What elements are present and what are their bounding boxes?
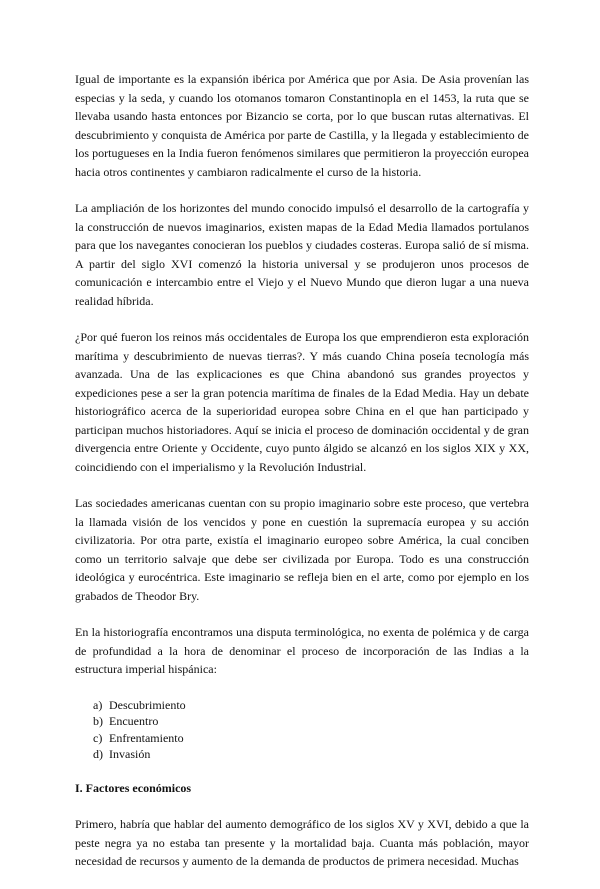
paragraph-terminology: En la historiografía encontramos una disputa terminológica, no exenta de polémica y de carga de profundidad a la hora de denominar el proceso de incorporación de las Indias a la estructura imperial hispánica: xyxy=(75,625,529,676)
list-item xyxy=(93,746,529,763)
paragraph-cartography: La ampliación de los horizontes del mundo conocido impulsó el desarrollo de la cartografía y la construcción de nuevos imaginarios, existen mapas de la Edad Media llamados portulanos para que los navegantes conocieran los pueblos y ciudades costeras. Europa salió de sí misma. A partir del siglo XVI comenzó la historia universal y se produjeron unos procesos de comunicación e intercambio entre el Viejo y el Nuevo Mundo que dieron lugar a una nueva realidad híbrida. xyxy=(75,201,529,308)
list-item xyxy=(93,730,529,747)
list-marker: c) xyxy=(93,730,103,745)
section-heading: I. Factores económicos xyxy=(75,780,192,795)
paragraph-iberian-expansion: Igual de importante es la expansión ibérica por América que por Asia. De Asia provenían las especias y la seda, y cuando los otomanos tomaron Constantinopla en el 1453, la ruta que se llevaba usando hasta entonces por Bizancio se corta, por lo que buscan rutas alternativas. El descubrimiento y conquista de América por parte de Castilla, y la llegada y establecimiento de los portugueses en la India fueron fenómenos similares que permitieron la proyección europea hacia otros continentes y cambiaron radicalmente el curso de la historia. xyxy=(75,72,529,179)
paragraph-western-kingdoms: ¿Por qué fueron los reinos más occidentales de Europa los que emprendieron esta exploración marítima y descubrimiento de nuevas tierras?. Y más cuando China poseía tecnología más avanzada. Una de las explicaciones es que China abandonó sus grandes proyectos y expediciones pese a ser la gran potencia marítima de finales de la Edad Media. Hay un debate historiográfico acerca de la superioridad europea sobre China en el que han participado y participan muchos historiadores. Aquí se inicia el proceso de dominación occidental y de gran divergencia entre Oriente y Occidente, cuyo punto álgido se alcanzó en los siglos XIX y XX, coincidiendo con el imperialismo y la Revolución Industrial. xyxy=(75,330,529,474)
list-item-label: Invasión xyxy=(109,747,151,761)
list-item xyxy=(93,697,529,714)
list-marker: b) xyxy=(93,714,103,728)
paragraph-economic-factors: Primero, habría que hablar del aumento demográfico de los siglos XV y XVI, debido a que la peste negra ya no estaba tan presente y la mortalidad baja. Cuanta más población, mayor necesidad de recursos y aumento de la demanda de productos de primera necesidad. Muchas xyxy=(75,817,529,868)
document-page xyxy=(75,70,529,889)
terminology-list xyxy=(75,697,529,763)
list-item-label: Descubrimiento xyxy=(109,697,186,712)
list-item-label: Encuentro xyxy=(109,714,159,728)
list-item xyxy=(93,713,529,730)
paragraph-american-societies: Las sociedades americanas cuentan con su propio imaginario sobre este proceso, que vertebra la llamada visión de los vencidos y pone en cuestión la supremacía europea y su acción civilizatoria. Por otra parte, existía el imaginario europeo sobre América, la cual conciben como un territorio salvaje que debe ser civilizada por Europa. Todo es una construcción ideológica y eurocéntrica. Este imaginario se refleja bien en el arte, como por ejemplo en los grabados de Theodor Bry. xyxy=(75,496,529,603)
list-item-label: Enfrentamiento xyxy=(109,730,184,745)
list-marker: a) xyxy=(93,697,103,712)
list-marker: d) xyxy=(93,747,103,761)
